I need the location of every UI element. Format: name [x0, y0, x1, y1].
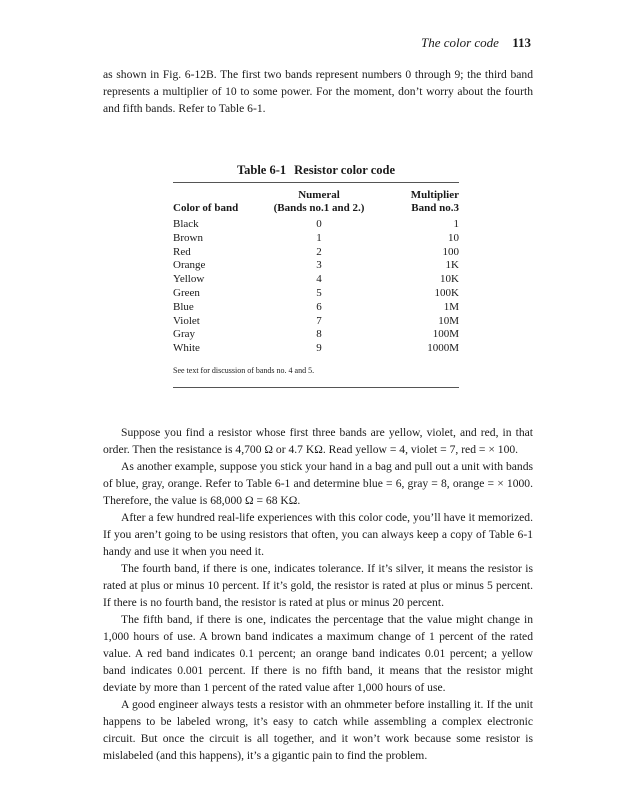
paragraph: The fifth band, if there is one, indicates the percentage that the value might change in 1,000 hours of use. A brown band indicates a maximum change of 1 percent of the rated value. A red band indicates 0.1 percent; an orange band indicates 0.01 percent; a yellow band indicates 0.001 percent. If there is no fifth band, it means that the resistor might deviate by more than 1 percent of the rated value after 1,000 hours of use. [103, 613, 533, 694]
table-header-row [173, 183, 459, 218]
table-note: See text for discussion of bands no. 4 and 5. [173, 365, 315, 375]
table-bottom-rule [173, 387, 459, 388]
running-head-title: The color code [420, 35, 499, 50]
header-numeral: Numeral (Bands no.1 and 2.) [273, 189, 365, 214]
paragraph: A good engineer always tests a resistor with an ohmmeter before installing it. If the unit happens to be labeled wrong, it’s easy to catch while assembling a complex electronic circuit. But once the circuit is all together, and it won’t work because some resistor is mislabeled (and this happens), it’s a gigantic pain to find the problem. [103, 698, 533, 762]
running-head [421, 35, 531, 51]
header-color: Color of band [173, 202, 239, 214]
header-multiplier: Multiplier Band no.3 [410, 189, 459, 214]
table-caption [173, 160, 459, 180]
intro-paragraph: as shown in Fig. 6-12B. The first two bands represent numbers 0 through 9; the third band represents a multiplier of 10 to some power. For the moment, don’t worry about the fourth and fifth bands. Refer to Table 6-1. [103, 68, 533, 115]
paragraph: As another example, suppose you stick your hand in a bag and pull out a unit with bands of blue, gray, orange. Refer to Table 6-1 and determine blue = 6, gray = 8, orange = × 1000. Therefore, the value is 68,000 Ω = 68 KΩ. [103, 460, 533, 507]
color-code-table [173, 183, 459, 356]
table-row: Green 5 100K [173, 286, 459, 299]
body-text [103, 424, 533, 764]
table-row: White 9 1000M [173, 342, 459, 355]
paragraph: Suppose you find a resistor whose first three bands are yellow, violet, and red, in that order. Then the resistance is 4,700 Ω or 4.7 KΩ. Read yellow = 4, violet = 7, red = × 100. [103, 426, 533, 456]
resistor-color-table [173, 160, 459, 388]
table-row: Yellow 4 10K [173, 273, 459, 286]
table-label: Table 6-1 [236, 163, 287, 177]
paragraph: After a few hundred real-life experiences with this color code, you’ll have it memorized. If you aren’t going to be using resistors that often, you can always keep a copy of Table 6-1 handy and use it when you need it. [103, 511, 533, 558]
table-row: Brown 1 10 [173, 231, 459, 244]
table-title: Resistor color code [294, 163, 396, 177]
table-row: Gray 8 100M [173, 328, 459, 341]
paragraph: The fourth band, if there is one, indicates tolerance. If it’s silver, it means the resistor is rated at plus or minus 10 percent. If it’s gold, the resistor is rated at plus or minus 5 percent. If there is no fourth band, the resistor is rated at plus or minus 20 percent. [103, 562, 533, 609]
table-row: Red 2 100 [173, 245, 459, 258]
table-row: Violet 7 10M [173, 314, 459, 327]
page-number: 113 [512, 35, 531, 50]
table-row: Orange 3 1K [173, 259, 459, 272]
table-row: Black 0 1 [173, 218, 459, 230]
table-row: Blue 6 1M [173, 300, 459, 313]
